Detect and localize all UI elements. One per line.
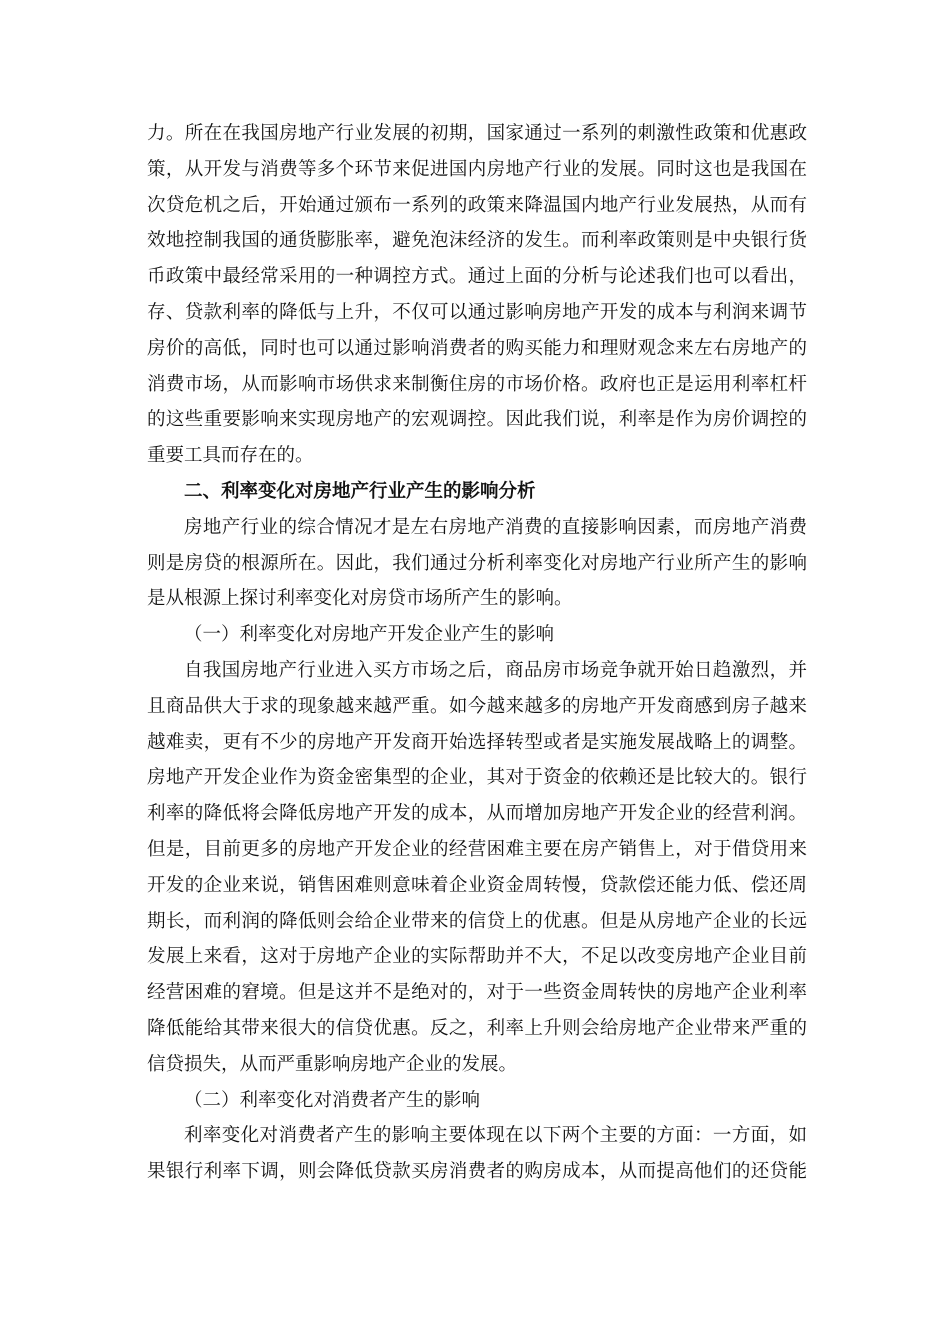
paragraph xyxy=(147,1118,807,1190)
text-line: 开发的企业来说，销售困难则意味着企业资金周转慢，贷款偿还能力低、偿还周 xyxy=(147,874,807,896)
paragraph-continuation xyxy=(147,116,807,474)
text-line: 期长，而利润的降低则会给企业带来的信贷上的优惠。但是从房地产企业的长远 xyxy=(147,910,807,932)
text-line: 且商品供大于求的现象越来越严重。如今越来越多的房地产开发商感到房子越来 xyxy=(147,695,807,717)
text-line: 利率的降低将会降低房地产开发的成本，从而增加房地产开发企业的经营利润。 xyxy=(147,803,807,825)
text-line: 效地控制我国的通货膨胀率，避免泡沫经济的发生。而利率政策则是中央银行货 xyxy=(147,230,807,252)
paragraph xyxy=(147,653,807,1083)
text-line: 信贷损失，从而严重影响房地产企业的发展。 xyxy=(147,1053,518,1075)
text-line: 经营困难的窘境。但是这并不是绝对的，对于一些资金周转快的房地产企业利率 xyxy=(147,982,807,1004)
text-line: 力。所在在我国房地产行业发展的初期，国家通过一系列的刺激性政策和优惠政 xyxy=(147,123,807,144)
text-line: 消费市场，从而影响市场供求来制衡住房的市场价格。政府也正是运用利率杠杆 xyxy=(147,373,807,395)
section-heading: 二、利率变化对房地产行业产生的影响分析 xyxy=(184,480,536,502)
text-line: 币政策中最经常采用的一种调控方式。通过上面的分析与论述我们也可以看出， xyxy=(147,266,807,288)
text-line: 存、贷款利率的降低与上升，不仅可以通过影响房地产开发的成本与利润来调节 xyxy=(147,301,807,323)
text-line: 则是房贷的根源所在。因此，我们通过分析利率变化对房地产行业所产生的影响 xyxy=(147,552,807,574)
text-line: 但是，目前更多的房地产开发企业的经营困难主要在房产销售上，对于借贷用来 xyxy=(147,838,807,860)
document-page xyxy=(147,116,807,1190)
text-line: 利率变化对消费者产生的影响主要体现在以下两个主要的方面：一方面，如 xyxy=(184,1125,807,1147)
text-line: 发展上来看，这对于房地产企业的实际帮助并不大，不足以改变房地产企业目前 xyxy=(147,946,807,968)
text-line: 次贷危机之后，开始通过颁布一系列的政策来降温国内地产行业发展热，从而有 xyxy=(147,194,807,216)
text-line: 的这些重要影响来实现房地产的宏观调控。因此我们说，利率是作为房价调控的 xyxy=(147,409,807,431)
text-line: 重要工具而存在的。 xyxy=(147,445,314,467)
subsection-heading: （二）利率变化对消费者产生的影响 xyxy=(184,1089,481,1111)
text-line: 降低能给其带来很大的信贷优惠。反之，利率上升则会给房地产企业带来严重的 xyxy=(147,1017,807,1039)
subsection-heading: （一）利率变化对房地产开发企业产生的影响 xyxy=(184,624,555,646)
text-line: 自我国房地产行业进入买方市场之后，商品房市场竞争就开始日趋激烈，并 xyxy=(184,659,807,681)
text-line: 房地产行业的综合情况才是左右房地产消费的直接影响因素，而房地产消费 xyxy=(184,516,807,538)
text-line: 房地产开发企业作为资金密集型的企业，其对于资金的依赖还是比较大的。银行 xyxy=(147,767,807,789)
text-line: 越难卖，更有不少的房地产开发商开始选择转型或者是实施发展战略上的调整。 xyxy=(147,731,807,753)
text-line: 房价的高低，同时也可以通过影响消费者的购买能力和理财观念来左右房地产的 xyxy=(147,337,807,359)
text-line: 果银行利率下调，则会降低贷款买房消费者的购房成本，从而提高他们的还贷能 xyxy=(147,1161,807,1183)
paragraph xyxy=(147,510,807,617)
text-line: 是从根源上探讨利率变化对房贷市场所产生的影响。 xyxy=(147,588,573,610)
text-line: 策，从开发与消费等多个环节来促进国内房地产行业的发展。同时这也是我国在 xyxy=(147,158,807,180)
